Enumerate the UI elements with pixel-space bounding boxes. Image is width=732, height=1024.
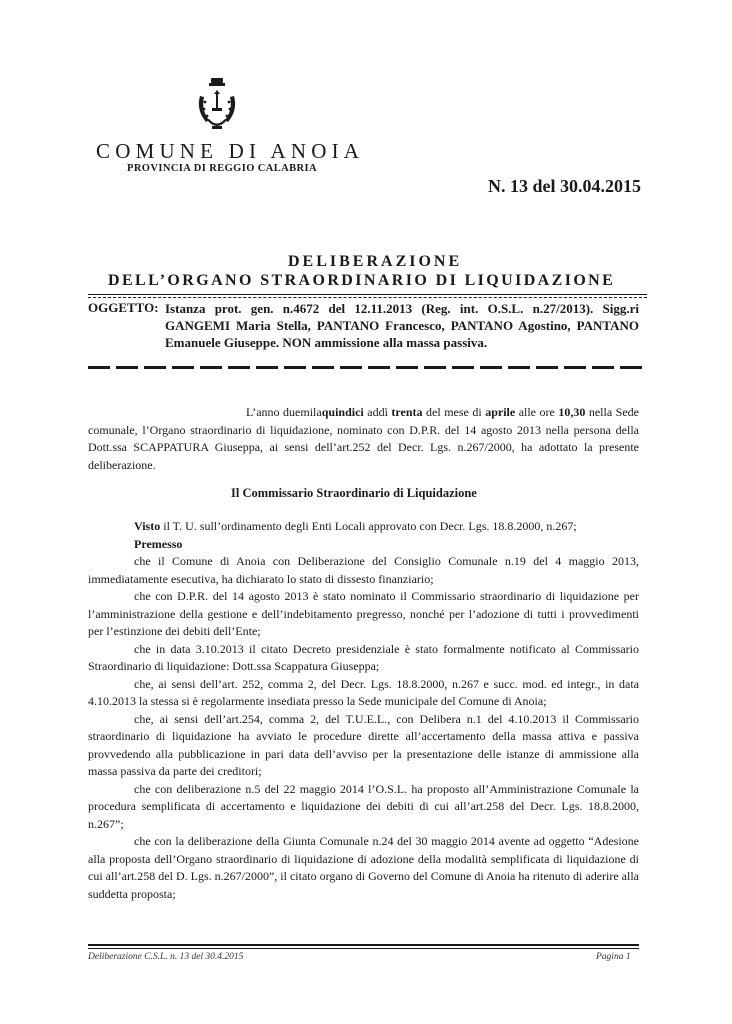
document-subtitle: DELL’ORGANO STRAORDINARIO DI LIQUIDAZIONE xyxy=(108,272,616,289)
premesso-heading: Premesso xyxy=(134,536,183,551)
subject-text: Istanza prot. gen. n.4672 del 12.11.2013 (Reg. int. O.S.L. n.27/2013). Sigg.ri GANGEMI Maria Stella, PANTANO Francesco, PANTANO Agostino, PANTANO Emanuele Giuseppe. NON ammissione alla massa passiva. xyxy=(165,301,639,350)
subject-top-rule xyxy=(88,294,647,295)
visto-paragraph: Visto il T. U. sull’ordinamento degli Enti Locali approvato con Decr. Lgs. 18.8.2000, n.267; xyxy=(134,519,577,533)
commissioner-heading: Il Commissario Straordinario di Liquidazione xyxy=(231,486,477,500)
deliberation-number-date: N. 13 del 30.04.2015 xyxy=(488,176,641,196)
intro-paragraph: L’anno duemilaquindici addì trenta del mese di aprile alle ore 10,30 nella Sede comunale, l’Organo straordinario di liquidazione, nominato con D.P.R. del 14 agosto 2013 nella persona della Dott.ssa SCAPPATURA Giuseppa, ai sensi dell’art.252 del Decr. Lgs. n.267/2000, ha adottato la presente deliberazione. xyxy=(88,405,639,472)
document-title: DELIBERAZIONE xyxy=(288,253,463,270)
body-paragraph: che in data 3.10.2013 il citato Decreto presidenziale è stato formalmente notificato al Commissario Straordinario di liquidazione: Dott.ssa Scappatura Giuseppa; xyxy=(88,641,639,673)
body-paragraph: che il Comune di Anoia con Deliberazione del Consiglio Comunale n.19 del 4 maggio 2013, immediatamente esecutiva, ha dichiarato lo stato di dissesto finanziario; xyxy=(88,554,639,586)
subject-bottom-rule xyxy=(88,366,647,369)
body-paragraph: che, ai sensi dell’art. 252, comma 2, del Decr. Lgs. 18.8.2000, n.267 e succ. mod. ed integr., in data 4.10.2013 la stessa si è regolarmente insediata presso la Sede municipale del Comune di Anoia; xyxy=(88,676,639,708)
body-paragraph: che, ai sensi dell’art.254, comma 2, del T.U.E.L., con Delibera n.1 del 4.10.2013 il Commissario straordinario di liquidazione ha avviato le procedure dirette all’accertamento della massa attiva e passiva provvedendo alla pubblicazione in pari data dell’avviso per la presentazione delle istanze di ammissione alla massa passiva da parte dei creditori; xyxy=(88,711,639,778)
body-paragraph: che con deliberazione n.5 del 22 maggio 2014 l’O.S.L. ha proposto all’Amministrazione Comunale la procedura semplificata di accertamento e liquidazione dei debiti di cui all’art.258 del Decr. Lgs. 18.8.2000, n.267”; xyxy=(88,781,639,831)
province-name: PROVINCIA DI REGGIO CALABRIA xyxy=(127,163,318,174)
footer-page-number: Pagina 1 xyxy=(596,952,631,962)
body-paragraph: che con D.P.R. del 14 agosto 2013 è stato nominato il Commissario straordinario di liquidazione per l’amministrazione della gestione e dell’indebitamento pregresso, nonché per l’adozione di tutti i provvedimenti per l’estinzione dei debiti dell’Ente; xyxy=(88,589,639,638)
subject-label: OGGETTO: xyxy=(88,300,159,315)
coat-of-arms-emblem xyxy=(194,76,240,136)
municipality-name: COMUNE DI ANOIA xyxy=(96,139,365,163)
footer-rule xyxy=(88,944,639,946)
body-text xyxy=(88,518,639,903)
body-paragraph: che con la deliberazione della Giunta Comunale n.24 del 30 maggio 2014 avente ad oggetto “Adesione alla proposta dell’Organo straordinario di liquidazione di adozione della modalità semplificata di liquidazione di cui all’art.258 del D. Lgs. n.267/2000”, il citato organo di Governo del Comune di Anoia ha ritenuto di aderire alla suddetta proposta; xyxy=(88,834,639,901)
footer-rule-secondary xyxy=(88,948,639,949)
subject-top-rule-secondary xyxy=(88,297,647,298)
footer-document-reference: Deliberazione C.S.L. n. 13 del 30.4.2015 xyxy=(88,952,244,962)
